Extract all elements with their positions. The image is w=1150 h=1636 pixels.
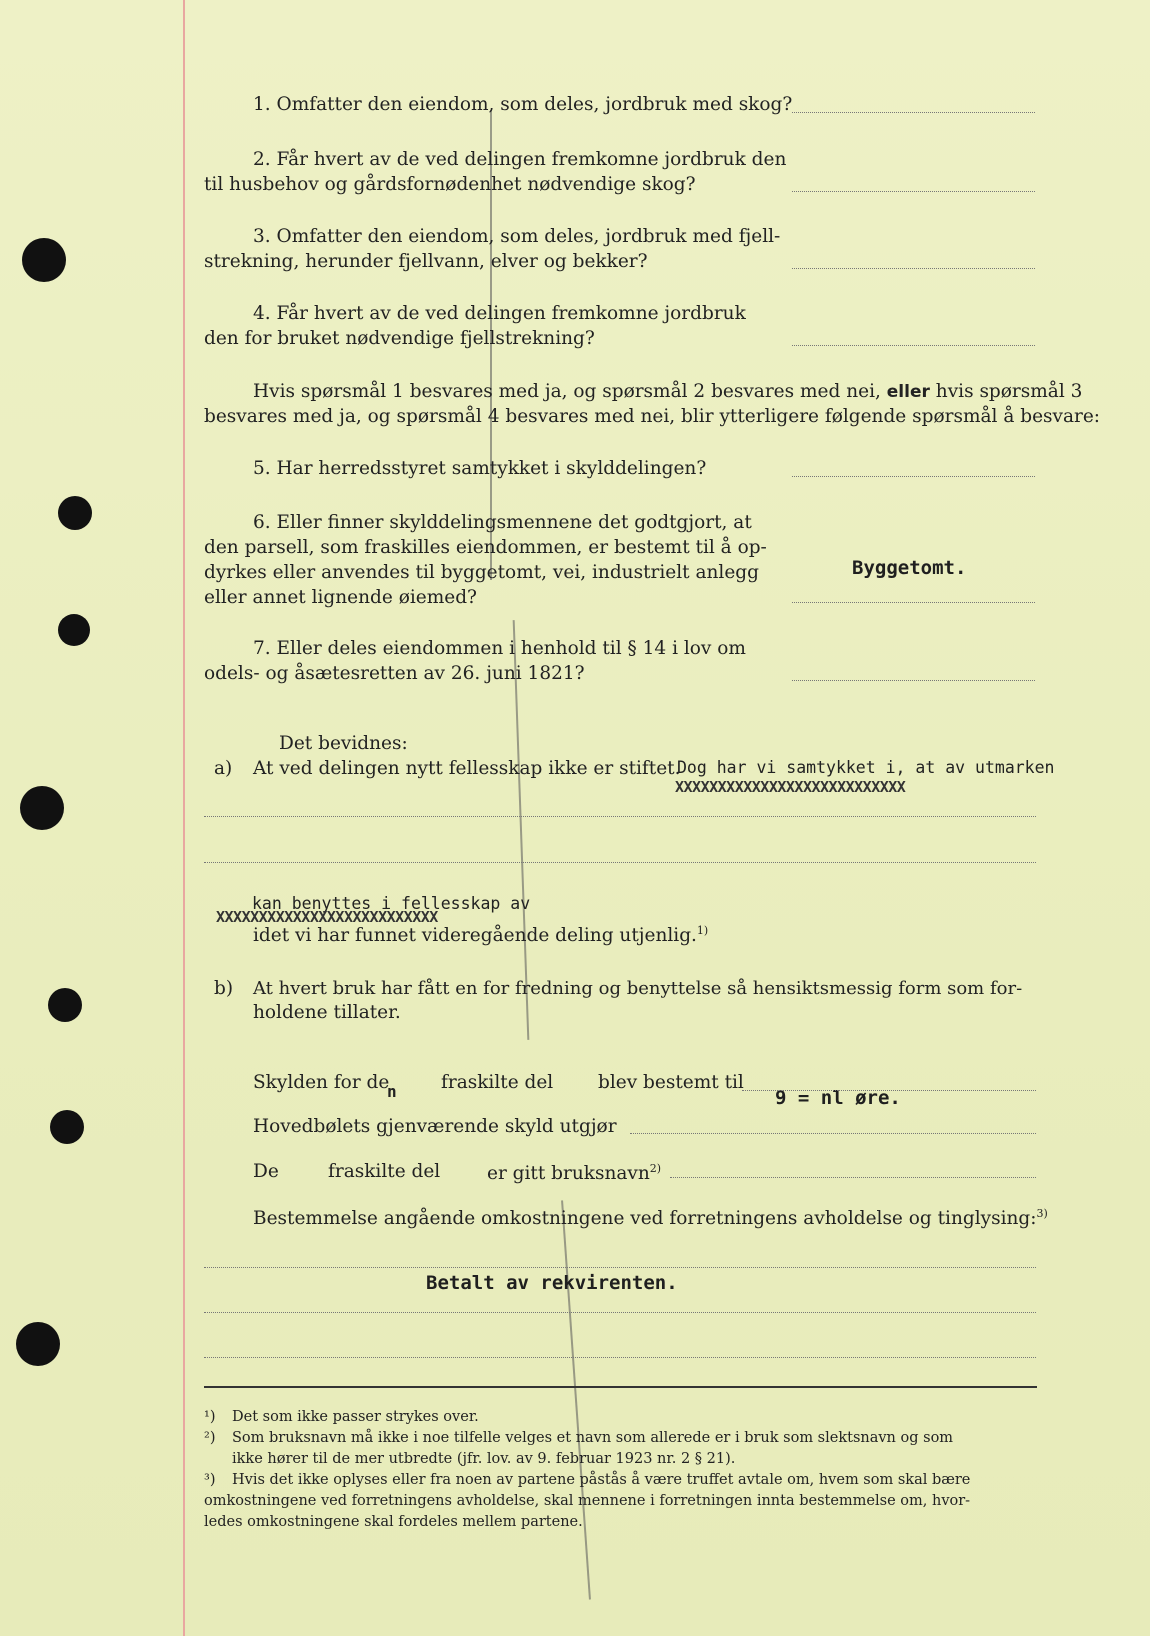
punch-hole-1 [22, 238, 66, 282]
condition-eller: eller [886, 382, 930, 402]
punch-hole-3 [58, 614, 90, 646]
question-2-line1: 2. Får hvert av de ved delingen fremkomne jordbruk den [253, 149, 787, 170]
footnote-1: Det som ikke passer strykes over. [232, 1409, 479, 1425]
question-6-line2: den parsell, som fraskilles eiendommen, er bestemt til å op- [204, 537, 767, 558]
punch-hole-7 [16, 1322, 60, 1366]
punch-hole-4 [20, 786, 64, 830]
bestemmelse-label [253, 1208, 1048, 1229]
bestemmelse-fn-ref: 3) [1036, 1207, 1048, 1220]
punch-hole-2 [58, 496, 92, 530]
item-b-label: b) [214, 978, 234, 999]
de-label-b: fraskilte del [328, 1161, 441, 1182]
footnote-3-line2: omkostningene ved forretningens avholdelse, skal mennene i forretningen innta bestemmelse om, hvor- [204, 1493, 971, 1509]
question-7-line1: 7. Eller deles eiendommen i henhold til § 14 i lov om [253, 638, 746, 659]
answer-line-7[interactable] [792, 680, 1035, 681]
question-2-line2: til husbehov og gårdsfornødenhet nødvendige skog? [204, 174, 696, 195]
answer-line-1[interactable] [792, 112, 1035, 113]
answer-line-6[interactable] [792, 602, 1035, 603]
skyld-label-b: fraskilte del [441, 1072, 554, 1093]
item-a-strikeout: XXXXXXXXXXXXXXXXXXXXXXXXXXX [675, 778, 906, 796]
question-7-line2: odels- og åsætesretten av 26. juni 1821? [204, 663, 585, 684]
bevidnes-heading: Det bevidnes: [279, 733, 408, 754]
item-b-line2: holdene tillater. [253, 1002, 401, 1023]
bestemmelse-line-3[interactable] [204, 1357, 1036, 1358]
punch-hole-6 [50, 1110, 84, 1144]
punch-hole-5 [48, 988, 82, 1022]
item-a-text-2-body: idet vi har funnet videregående deling utjenlig. [253, 925, 697, 947]
question-6-answer: Byggetomt. [852, 557, 967, 579]
item-a-text-2 [253, 925, 708, 946]
question-1: 1. Omfatter den eiendom, som deles, jordbruk med skog? [253, 94, 793, 115]
condition-text-a: Hvis spørsmål 1 besvares med ja, og spørsmål 2 besvares med nei, [253, 381, 881, 402]
bruksnavn-line[interactable] [670, 1177, 1036, 1178]
condition-text-b: hvis spørsmål 3 [935, 381, 1083, 402]
red-margin-line [183, 0, 185, 1636]
footnote-2-mark: ²) [204, 1430, 216, 1446]
de-label-c-body: er gitt bruksnavn [487, 1163, 650, 1185]
item-a-typed: Dog har vi samtykket i, at av utmarken [677, 758, 1055, 777]
hovedbol-line[interactable] [630, 1133, 1036, 1134]
skyld-value: 9 = nl øre. [775, 1087, 901, 1109]
de-label-c [487, 1163, 661, 1184]
footnote-1-mark: ¹) [204, 1409, 216, 1425]
item-a-line-1[interactable] [204, 816, 1036, 817]
question-6-line1: 6. Eller finner skylddelingsmennene det godtgjort, at [253, 512, 752, 533]
answer-line-5[interactable] [792, 476, 1035, 477]
item-a-label: a) [214, 758, 233, 779]
question-3-line1: 3. Omfatter den eiendom, som deles, jordbruk med fjell- [253, 226, 781, 247]
item-a-strikeout-2: XXXXXXXXXXXXXXXXXXXXXXXXXX [216, 908, 438, 926]
condition-line-2: besvares med ja, og spørsmål 4 besvares med nei, blir ytterligere følgende spørsmål å besvare: [204, 406, 1101, 427]
condition-line-1 [253, 383, 1082, 402]
de-label-a: De [253, 1161, 279, 1182]
de-fn-ref: 2) [649, 1162, 662, 1175]
answer-line-3[interactable] [792, 268, 1035, 269]
skyld-label-c: blev bestemt til [598, 1072, 744, 1093]
bestemmelse-body: Bestemmelse angående omkostningene ved forretningens avholdelse og tinglysing: [253, 1208, 1037, 1230]
skyld-line[interactable] [742, 1090, 1036, 1091]
bestemmelse-line-2[interactable] [204, 1312, 1036, 1313]
skyld-n: n [387, 1082, 397, 1101]
footnote-2-line1: Som bruksnavn må ikke i noe tilfelle velges et navn som allerede er i bruk som slektsnavn og som [232, 1430, 954, 1446]
question-6-line3: dyrkes eller anvendes til byggetomt, vei, industrielt anlegg [204, 562, 759, 583]
question-4-line1: 4. Får hvert av de ved delingen fremkomne jordbruk [253, 303, 746, 324]
item-a-typed-2: kan benyttes i fellesskap av [252, 894, 531, 913]
hovedbol-label: Hovedbølets gjenværende skyld utgjør [253, 1116, 617, 1137]
footnote-rule [204, 1386, 1037, 1388]
question-6-line4: eller annet lignende øiemed? [204, 587, 477, 608]
skyld-label-a: Skylden for de [253, 1072, 390, 1093]
footnote-3-mark: ³) [204, 1472, 216, 1488]
bestemmelse-line-1[interactable] [204, 1267, 1036, 1268]
footnote-3-line1: Hvis det ikke oplyses eller fra noen av partene påstås å være truffet avtale om, hvem som skal bære [232, 1472, 971, 1488]
question-3-line2: strekning, herunder fjellvann, elver og bekker? [204, 251, 648, 272]
footnote-3-line3: ledes omkostningene skal fordeles mellem partene. [204, 1514, 583, 1530]
answer-line-4[interactable] [792, 345, 1035, 346]
question-5: 5. Har herredsstyret samtykket i skylddelingen? [253, 458, 707, 479]
answer-line-2[interactable] [792, 191, 1035, 192]
footnote-2-line2: ikke hører til de mer utbredte (jfr. lov. av 9. februar 1923 nr. 2 § 21). [232, 1451, 736, 1467]
item-b-line1: At hvert bruk har fått en for fredning og benyttelse så hensiktsmessig form som for- [253, 978, 1023, 999]
item-a-line-2[interactable] [204, 862, 1036, 863]
betalt-typed: Betalt av rekvirenten. [426, 1272, 678, 1294]
item-a-text: At ved delingen nytt fellesskap ikke er stiftet. [253, 758, 681, 779]
item-a-fn-ref: 1) [696, 924, 709, 937]
question-4-line2: den for bruket nødvendige fjellstrekning? [204, 328, 595, 349]
fold-crease-bottom [561, 1200, 590, 1599]
